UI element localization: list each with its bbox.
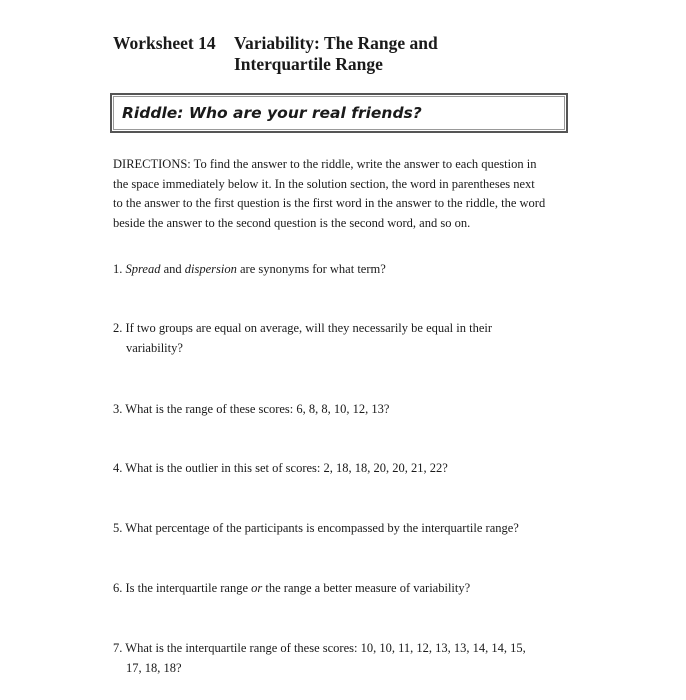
question-2-line-2: variability?	[126, 341, 183, 355]
question-1-number: 1.	[113, 262, 123, 276]
question-6-or: or	[251, 581, 263, 595]
worksheet-title	[113, 33, 438, 75]
question-4-text: 4. What is the outlier in this set of scores: 2, 18, 18, 20, 20, 21, 22?	[113, 461, 448, 475]
directions-line-4: beside the answer to the second question is the second word, and so on.	[113, 215, 471, 230]
question-1	[113, 259, 583, 279]
question-7-line-1: 7. What is the interquartile range of these scores: 10, 10, 11, 12, 13, 13, 14, 14, 15,	[113, 641, 526, 655]
title-line-2: Interquartile Range	[234, 54, 383, 74]
title-line-1: Variability: The Range and	[234, 33, 438, 53]
question-3-text: 3. What is the range of these scores: 6, 8, 8, 10, 12, 13?	[113, 402, 390, 416]
riddle-label: Riddle:	[122, 104, 184, 122]
question-1-term-dispersion: dispersion	[184, 262, 237, 276]
question-3	[113, 399, 583, 419]
question-1-and: and	[163, 262, 182, 276]
directions-paragraph	[113, 155, 583, 233]
question-4	[113, 458, 583, 478]
worksheet-title-text	[234, 33, 438, 75]
riddle-question: Who are your real friends?	[188, 104, 422, 122]
directions-line-3: to the answer to the first question is the first word in the answer to the riddle, the word	[113, 196, 546, 210]
directions-line-2: the space immediately below it. In the solution section, the word in parentheses next	[113, 176, 535, 191]
question-1-term-spread: Spread	[125, 262, 161, 276]
riddle-box	[110, 93, 568, 133]
question-6	[113, 578, 583, 598]
question-2-line-1: 2. If two groups are equal on average, will they necessarily be equal in their	[113, 321, 493, 335]
question-7-line-2: 17, 18, 18?	[126, 661, 182, 675]
question-2	[113, 318, 583, 358]
question-5	[113, 518, 583, 538]
question-5-text: 5. What percentage of the participants is encompassed by the interquartile range?	[113, 521, 519, 535]
question-7	[113, 638, 583, 678]
directions-line-1: DIRECTIONS: To find the answer to the riddle, write the answer to each question in	[113, 157, 537, 171]
worksheet-number: Worksheet 14	[113, 33, 216, 53]
riddle-text	[122, 104, 422, 122]
question-6-after: the range a better measure of variability?	[265, 581, 471, 595]
question-1-rest: are synonyms for what term?	[239, 262, 386, 276]
question-6-before: 6. Is the interquartile range	[113, 581, 249, 595]
